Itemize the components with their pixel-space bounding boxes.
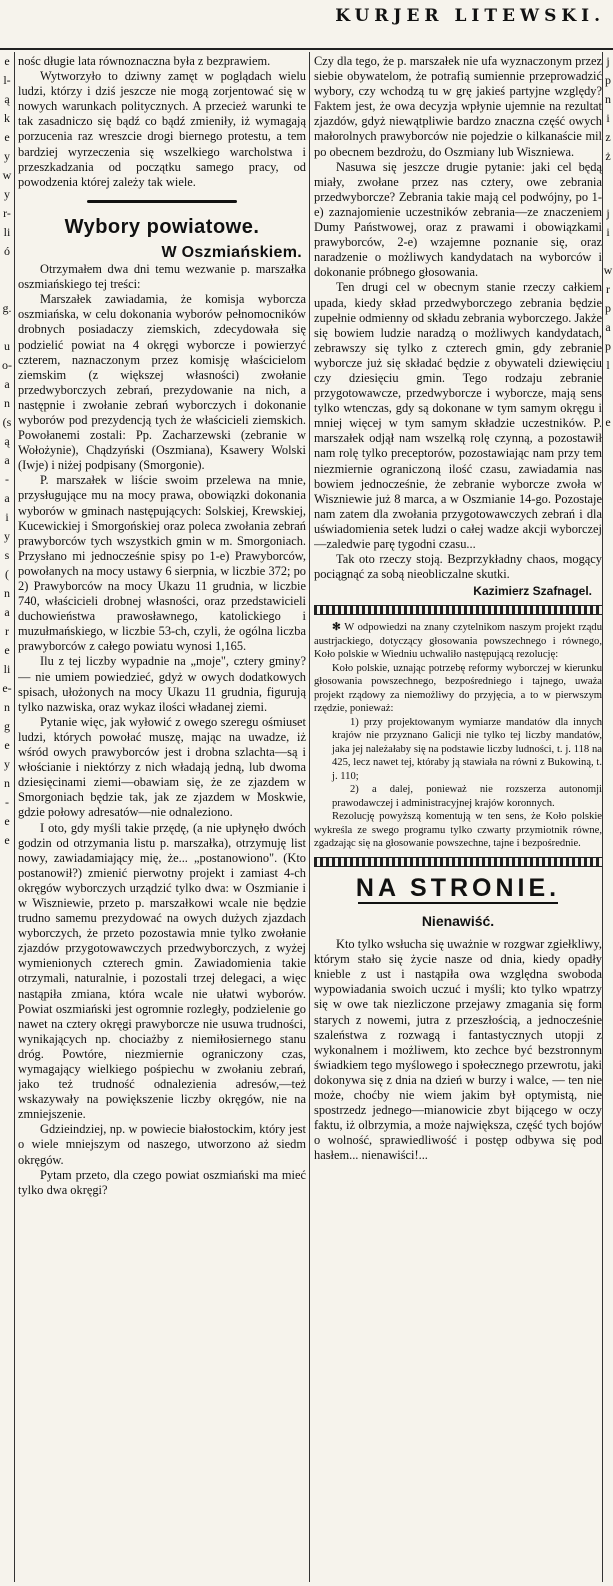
- margin-fragment: p: [605, 339, 611, 353]
- intro-paragraph: Wytworzyło to dziwny zamęt w poglądach wielu ludzi, którzy i dziś jeszcze nie mogą zorjentować się w nowych warunkach politycznych. A przecież warunki te tak zasadniczo się bądź co bądź zmieniły, iż wymagają porzucenia raz wreszcie drogi biernego protestu, a tem bardziej wyrzeczenia się wszelkiego warcholstwa i przeszkadzania od początku samego pracy, od powodzenia której zależy tak wiele.: [18, 69, 306, 189]
- margin-fragment: a: [4, 453, 10, 467]
- margin-fragment: n: [4, 586, 10, 600]
- right-margin-fragments: [602, 52, 613, 1582]
- margin-fragment: e: [4, 833, 10, 847]
- margin-fragment: r: [5, 624, 9, 638]
- margin-fragment: [603, 166, 613, 185]
- margin-fragment: w: [603, 263, 613, 277]
- author-signature: Kazimierz Szafnagel.: [473, 584, 592, 599]
- note-point: 1) przy projektowanym wymiarze mandatów dla innych krajów nie przyznano Galicji nie tylko tej liczby mandatów, jaka jej należałaby się na podstawie liczby ludności, t. j. 118 na 425, lecz nawet tej, któraby ją stawiała na równi z Bukowiną, t. j. 110;: [332, 716, 602, 782]
- margin-fragment: [603, 242, 613, 261]
- margin-fragment: [603, 185, 613, 204]
- margin-fragment: p: [605, 73, 611, 87]
- article-title: Wybory powiatowe.: [64, 215, 260, 238]
- article-subtitle: W Oszmiańskiem.: [161, 243, 302, 261]
- margin-fragment: e: [605, 415, 611, 429]
- article-paragraph: Otrzymałem dwa dni temu wezwanie p. marszałka oszmiańskiego tej treści:: [18, 262, 306, 292]
- margin-fragment: y: [4, 757, 10, 771]
- section-title: NA STRONIE.: [355, 873, 561, 902]
- column-divider: [309, 52, 310, 1582]
- margin-fragment: u: [4, 339, 10, 353]
- margin-fragment: e: [4, 643, 10, 657]
- heading-underline: [358, 902, 558, 904]
- article-paragraph: Ilu z tej liczby wypadnie na „moje", cztery gminy? — nie umiem powiedzieć, gdyż w owych dodatkowych spisach, ułożonych na mocy Ukazu 11 grudnia, figurują tylko nazwiska, oraz wykaz ilości władanej ziemi.: [18, 654, 306, 714]
- article-paragraph: P. marszałek w liście swoim przelewa na mnie, przysługujące mu na mocy prawa, obowiązki dokonania wyborów w gminach następujących: Solskiej, Krewskiej, Kucewickiej i Smorgońskiej oraz poleca zwołania zebrań prawyborców tych wszystkich gmin w m. Smorgoniach. Przysłano mi jednocześnie spisy po 1-e) Prawyborców, powołanych na mocy ustawy 6 sierpnia, w liczbie 372; po 2) Prawyborców na mocy Ukazu 11 grudnia, w liczbie 740, właścicieli drobnej własności, oraz przedstawicieli duchowieństwa prawosławnego, katolickiego i muzułmańskiego, w liczbie 53-ch, czyli, że ogólna liczba prawyborców z całego powiatu wynosi 1,165.: [18, 473, 306, 654]
- margin-fragment: o-: [2, 358, 12, 372]
- masthead: [0, 0, 613, 50]
- margin-fragment: w: [2, 168, 12, 182]
- margin-fragment: [0, 318, 14, 337]
- margin-fragment: g.: [2, 301, 12, 315]
- margin-fragment: ą: [4, 92, 10, 106]
- note-point: 2) a dalej, ponieważ nie rozszerza autonomji prawodawczej i administracyjnej krajów koronnych.: [332, 784, 602, 809]
- margin-fragment: j: [606, 206, 610, 220]
- section-paragraph: Kto tylko wsłucha się uważnie w rozgwar zgiełkliwy, którym stało się życie nasze od dnia, kiedy opadły knieble z ust i nastąpiła owa względna swoboda wypowiadania swoich uczuć i myśli; kto tylko wpatrzy się w owe tak niezliczone przejawy zmagania się form starych z nowemi, jutra z przeszłością, a jednocześnie szaleństwa z rozwagą i fantastycznych utopji z wykonalnem i możliwem, kto zechce być bezstronnym świadkiem tego myślowego i społecznego przewrotu, jaki dokonywa się z dnia na dzień w burzy i walce, — ten nie może, choćby nie wiem jakim był optymistą, nie spostrzedz jednego—mianowicie zbyt bijącego w oczy faktu, iż olbrzymia, a może największa, część tych bojów o wolność, sprawiedliwość i postęp odbywa się pod hasłem... nienawiści!...: [314, 937, 602, 1163]
- intro-paragraph: nośc długie lata równoznaczna była z bezprawiem.: [18, 54, 271, 68]
- margin-fragment: [603, 394, 613, 413]
- margin-fragment: z: [605, 130, 611, 144]
- note-intro: W odpowiedzi na znany czytelnikom naszym projekt rządu austrjackiego, dotyczący głosowania powszechnego i równego, Koło polskie w Wiedniu uchwaliło następującą rezolucję:: [314, 622, 602, 661]
- margin-fragment: e: [4, 814, 10, 828]
- article-paragraph: Pytanie więc, jak wyłowić z owego szeregu ośmiuset ludzi, których powołać muszę, mając na uwadze, iż wśród owych prawyborców jest i drobna szlachta—są i włościanie i niektórzy z nich władają jedną, lub dwoma dziesięcinami ziemi—obawiam się, że ze zjazdem w Smorgoniach będzie tak, jak ze zjazdem w Moskwie, gdzie połowy adresatów—nie odnaleziono.: [18, 714, 306, 820]
- column-right: [314, 54, 602, 1584]
- article-paragraph: Gdzieindziej, np. w powiecie białostockim, który jest o wiele mniejszym od naszego, utworzono aż siedm okręgów.: [18, 1122, 306, 1167]
- margin-fragment: p: [605, 301, 611, 315]
- margin-fragment: li: [3, 662, 11, 676]
- margin-fragment: l: [606, 358, 610, 372]
- margin-fragment: [0, 280, 14, 299]
- margin-fragment: (s: [2, 415, 12, 429]
- margin-fragment: n: [4, 776, 10, 790]
- margin-fragment: a: [4, 605, 10, 619]
- section-subtitle: Nienawiść.: [421, 912, 495, 929]
- margin-fragment: a: [605, 320, 611, 334]
- margin-fragment: n: [4, 396, 10, 410]
- margin-fragment: -: [5, 472, 9, 486]
- margin-fragment: ó: [4, 244, 10, 258]
- decorative-rule: [314, 605, 602, 615]
- margin-fragment: e-: [2, 681, 12, 695]
- margin-fragment: [603, 375, 613, 394]
- note-lead: Koło polskie, uznając potrzebę reformy wyborczej w kierunku głosowania powszechnego, bezpośredniego i tajnego, uważa projekt rządowy za niemożliwy do przyjęcia, a to w pierwszym rzędzie, ponieważ:: [314, 662, 602, 715]
- margin-fragment: ż: [605, 149, 611, 163]
- article-paragraph: Nasuwa się jeszcze drugie pytanie: jaki cel będą miały, zwołane przez nas cztery, owe zebrania przedwyborcze? Zebrania takie mają cel podwójny, po 1-e) zaznajomienie uczestników zebrania—ze znaczeniem Dumy Państwowej, oraz z prawami i obowiązkami prawyborców, 2-e) wzajemne poznanie się, oraz naradzenie o możliwych kandydatach na wyborców i dokonanie próbnego głosowania.: [314, 159, 602, 280]
- margin-fragment: r-: [3, 206, 11, 220]
- margin-fragment: n: [4, 700, 10, 714]
- margin-fragment: s: [4, 548, 10, 562]
- margin-fragment: e: [4, 130, 10, 144]
- article-paragraph: Pytam przeto, dla czego powiat oszmiański ma mieć tylko dwa okręgi?: [18, 1167, 306, 1197]
- margin-fragment: (: [5, 567, 9, 581]
- separator-ornament: [18, 190, 306, 214]
- margin-fragment: y: [4, 529, 10, 543]
- asterisk-marker: ✻: [332, 622, 341, 634]
- margin-fragment: i: [5, 510, 9, 524]
- margin-fragment: i: [606, 111, 610, 125]
- margin-fragment: e: [4, 54, 10, 68]
- margin-fragment: ą: [4, 434, 10, 448]
- article-paragraph: Czy dla tego, że p. marszałek nie ufa wyznaczonym przez siebie obywatelom, że potrafią sumiennie przeprowadzić wybory, czy wchodzą tu w grę jakieś partyjne względy? Faktem jest, że owa decyzja wpłynie ujemnie na rezultat zjazdów, gdyż niewątpliwie bardzo znaczna część owych małorolnych prawyborców nie pojedzie o kilkanaście mil po obecnem bezdrożu, do Oszmiany lub Wiszniewa.: [314, 54, 602, 159]
- margin-fragment: n: [605, 92, 611, 106]
- article-paragraph: Tak oto rzeczy stoją. Bezprzykładny chaos, mogący pociągnąć za sobą nieobliczalne skutki.: [314, 552, 602, 582]
- margin-fragment: r: [606, 282, 610, 296]
- column-left: [18, 54, 306, 1584]
- article-paragraph: Ten drugi cel w obecnym stanie rzeczy całkiem upada, kiedy skład przedwyborczego zebrania będzie zupełnie odmienny od składu zebrania wyborczego. Jakże się bowiem ludzie naradzą o możliwych kandydatach, zebrawszy się tylko z czterech gmin, gdy zebranie wyborcze już się składać będzie z obywateli dziewięciu czy dziesięciu gmin. Tego rodzaju zebranie przygotowawcze, przedwyborcze i wyborcze, mają sens tylko wtenczas, gdy są dokonane w tym samym okręgu i mniej więcej w tym samym składzie uczestników. P. marszałek odjął nam wszelką rolę czynną, a pozostawił nam rolę tylko preceptorów, pozostawiając nam przy tem niezmiernie ograniczoną ilość czasu, zawiadamia nas bowiem jednocześnie, że zebranie wyborcze zwoła w Wiszniewie już 8 marca, a w Oszmianie 14-go. Pozostaje nam zatem dla zwołania przygotowawczych zebrań i dla uświadomienia setek ludzi o całej wadze akcji wyborczej—zaledwie parę tygodni czasu...: [314, 280, 602, 551]
- article-paragraph: I oto, gdy myśli takie przędę, (a nie upłynęło dwóch godzin od otrzymania listu p. marszałka), otrzymuję list nowy, zawiadamiający mię, że... „postanowiono". (Kto postanowił?) zmienić pierwotny projekt i zamiast 4-ch okręgów wyborczych urządzić tylko dwa: w Oszmianie i w Wiszniewie, przeto p. marszałkowi wcale nie będzie trudno samemu prezydować na owych dużych zjazdach wyborczych, że przeto pozostawia mnie tylko zwołanie zjazdów przygotowawczych przedwyborczych, z wyżej wymienionych czterech gmin. Zawiadomienia takie otrzymali, naturalnie, i pozostali trzej delegaci, a więc nastąpiła zmiana, która wcale nie ułatwi wyborów. Powiat oszmiański jest ogromnie rozległy, podzielenie go nawet na cztery okręgi prawyborcze nie usuwa trudności, wynikających np. chociażby z niemiłosiernego stanu dróg. Powtóre, niezmiernie ograniczony czas, wymagający wielkiego pośpiechu w zwołaniu zebrań, jako też trudność odnalezienia adresów,—też wskazywały na powiększenie liczby okręgów, nie na zmniejszenie.: [18, 820, 306, 1122]
- margin-fragment: k: [4, 111, 10, 125]
- left-margin-fragments: [0, 52, 15, 1582]
- margin-fragment: e: [4, 738, 10, 752]
- margin-fragment: g: [4, 719, 10, 733]
- decorative-rule: [314, 857, 602, 867]
- margin-fragment: -: [5, 795, 9, 809]
- margin-fragment: li: [3, 225, 11, 239]
- margin-fragment: [0, 261, 14, 280]
- margin-fragment: l-: [3, 73, 11, 87]
- margin-fragment: i: [606, 225, 610, 239]
- article-paragraph: Marszałek zawiadamia, że komisja wyborcza oszmiańska, w celu dokonania wyborów pełnomocników drobnych posiadaczy ziemskich, zdecydowała się podzielić powiat na 4 okręgi wyborcze i powierzyć czterem, naznaczonym przez komisję właścicielom ziemskim (z większej własności) zwołanie przedwyborczych zebrań, prezydowanie na nich, a następnie i zwołanie zebrań wyborczych i dokonanie wyborów pod prezydencją tych że właścicieli ziemskich. Powołanemi zostali: Pp. Zacharzewski (zebranie w Wołożynie), Chądzyński (Oszmiana), Ksawery Wolski (Iwje) i niżej podpisany (Smorgonie).: [18, 292, 306, 473]
- margin-fragment: y: [4, 187, 10, 201]
- margin-fragment: a: [4, 377, 10, 391]
- news-note: [314, 621, 602, 851]
- margin-fragment: a: [4, 491, 10, 505]
- newspaper-title: KURJER LITEWSKI.: [335, 6, 605, 26]
- margin-fragment: y: [4, 149, 10, 163]
- note-outro: Rezolucję powyższą komentują w ten sens, że Koło polskie wykreśla ze swego programu tylko czwarty przymiotnik równe, zgadzając się na głosowanie powszechne, tajne i bezpośrednie.: [314, 811, 602, 850]
- margin-fragment: j: [606, 54, 610, 68]
